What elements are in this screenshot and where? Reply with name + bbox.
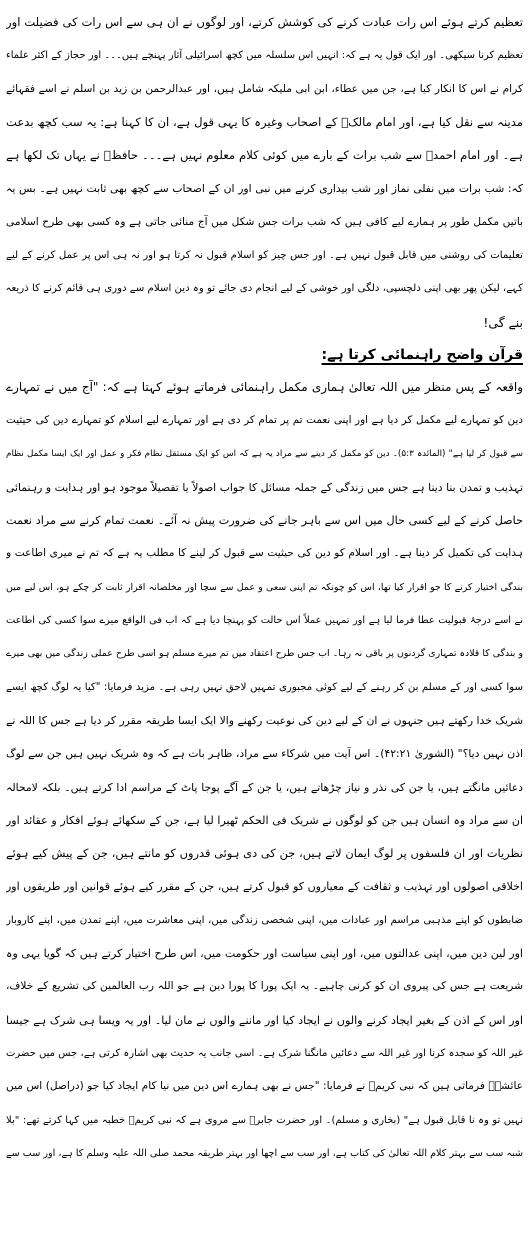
text-line: مدینہ سے نقل کیا ہے، اور امام مالکؒ کے اصحاب وغیرہ کا یہی قول ہے، ان کا کہنا ہے: یہ سب کچھ بدعت: [6, 114, 523, 129]
text-line: تعظیم کرتے ہوئے اس رات عبادت کرنے کی کوشش کرتے، اور لوگوں نے ان ہی سے اس رات کی فضیلت اور: [6, 15, 523, 29]
text-line: شریعت ہے جس کی پیروی ان کو کرنی چاہیے۔ یہ ایک پورا کا پورا دین ہے جو اللہ رب العالمین کی تشریع کے خلاف،: [6, 980, 523, 993]
text-line: ہدایت کی تکمیل کر دینا ہے۔ اور اسلام کو دین کی حیثیت سے قبول کر لینے کا مطلب یہ ہے کہ تم نے میری اطاعت و: [6, 547, 523, 560]
text-line: دین کو تمہارے لیے مکمل کر دیا ہے اور اپنی نعمت تم پر تمام کر دی ہے اور تمہارے لیے اسلام کو تمہارے دین کی حیثیت: [6, 414, 523, 427]
text-line: شریک خدا رکھتے ہیں جنہوں نے ان کے لیے دین کی نوعیت رکھنے والا ایک ایسا طریقہ مقرر کر دیا ہے جس کا اللہ نے: [6, 713, 523, 727]
text-line: و بندگی کا قلادہ تمہاری گردنوں پر باقی نہ رہا۔ اب جس طرح اعتقاد میں تم میرے مسلم ہو اسی طرح عملی زندگی میں بھی میرے: [6, 648, 523, 660]
text-line: عائشہؓ فرماتی ہیں کہ نبی کریمؐ نے فرمایا: "جس نے بھی ہمارے اس دین میں نیا کام ایجاد کیا جو (دراصل) اس میں: [6, 1080, 523, 1093]
text-line: واقعہ کے پس منظر میں اللہ تعالیٰ ہماری مکمل راہنمائی فرماتے ہوئے کہتا ہے کہ: "آج میں نے تمہارے: [6, 379, 523, 394]
text-line: سے قبول کر لیا ہے" (المائدہ ۵:۳)۔ دین کو مکمل کر دینے سے مراد یہ ہے کہ اس کو ایک مستقل نظام فکر و عمل اور ایک ایسا مکمل نظام: [6, 448, 523, 459]
text-line: نظریات اور ان فلسفوں پر لوگ ایمان لاتے ہیں، جن کی دی ہوئی قدروں کو مانتے ہیں، جن کے پیش کیے ہوئے: [6, 846, 523, 861]
text-line: ان سے مراد وہ انسان ہیں جن کو لوگوں نے شریک فی الحکم ٹھیرا لیا ہے، جن کے سکھائے ہوئے افکار و عقائد اور: [6, 813, 523, 827]
text-line: تعظیم کرنا سیکھی۔ اور ایک قول یہ ہے کہ: انہیں اس سلسلہ میں کچھ اسرائیلی آثار پہنچے ہیں۔۔۔ اور حجاز کے اکثر علماء: [6, 50, 523, 62]
text-line-last: بنے گی!: [483, 314, 523, 330]
text-line: ضابطوں کو اپنے مذہبی مراسم اور عبادات میں، اپنی شخصی زندگی میں، اپنی معاشرت میں، اپنے تمدن میں، اپنے کاروبار: [6, 914, 523, 926]
text-line: نے اسے درجۂ قبولیت عطا فرما لیا ہے اور تمہیں عملاً اس حالت کو پہنچا دیا ہے کہ اب فی الواقع میرے سوا کسی کی اطاعت: [6, 615, 523, 627]
text-line: اور اس کے اذن کے بغیر ایجاد کرنے والوں نے ایجاد کیا اور ماننے والوں نے مان لیا۔ اور یہ ویسا ہی شرک ہے جیسا: [6, 1013, 523, 1027]
text-line: تعلیمات کی روشنی میں قابل قبول نہیں ہے۔ اور جس چیز کو اسلام قبول نہ کرتا ہو اور نہ ہی اس پر عمل کرنے کے لیے: [6, 250, 523, 262]
text-line: اذن نہیں دیا؟" (الشوریٰ ۴۲:۲۱)۔ اس آیت میں شرکاء سے مراد، ظاہر بات ہے کہ وہ شریک نہیں ہیں جن سے لوگ: [6, 747, 523, 761]
paragraph-quran-guidance: [6, 371, 523, 1170]
section-heading: قرآن واضح راہنمائی کرتا ہے:: [321, 346, 523, 363]
text-line: باتیں مکمل طور پر ہمارے لیے کافی ہیں کہ شب برات جس شکل میں آج منائی جاتی ہے وہ کسی بھی طرح اسلامی: [6, 215, 523, 228]
text-line: سوا کسی اور کے مسلم بن کر رہنے کے لیے کوئی مجبوری تمہیں لاحق نہیں رہی ہے۔ مزید فرمایا: "کیا یہ لوگ کچھ ایسے: [6, 681, 523, 693]
text-line: بندگی اختیار کرنے کا جو اقرار کیا تھا، اس کو چونکہ تم اپنی سعی و عمل سے سچا اور مخلصانہ اقرار ثابت کر چکے ہو، اس لیے میں: [6, 581, 523, 593]
text-line: حاصل کرنے کے لیے کسی حال میں اس سے باہر جانے کی ضرورت پیش نہ آئے۔ نعمت تمام کرنے سے مراد نعمت: [6, 514, 523, 528]
text-line: ہے۔ اور امام احمدؒ سے شب برات کے بارے میں کوئی کلام معلوم نہیں ہے۔۔۔ حافظؒ نے یہاں تک لکھا ہے: [6, 148, 523, 163]
text-line: دعائیں مانگتے ہیں، یا جن کی نذر و نیاز چڑھاتے ہیں، یا جن کے آگے پوجا پاٹ کے مراسم ادا کرتے ہیں۔ بلکہ لامحالہ: [6, 780, 523, 794]
text-line: کرام نے اس کا انکار کیا ہے، جن میں عطاء، ابن ابی ملیکہ شامل ہیں، اور عبدالرحمن بن زید بن اسلم نے اسے فقہائے: [6, 82, 523, 95]
text-line: شبہ سب سے بہتر کلام اللہ تعالیٰ کی کتاب ہے، اور سب سے اچھا اور بہتر طریقہ محمد صلی اللہ علیہ وسلم کا ہے، اور سب سے: [6, 1147, 523, 1159]
text-line: غیر اللہ کو سجدہ کرنا اور غیر اللہ سے دعائیں مانگنا شرک ہے۔ اسی جانب یہ حدیث بھی اشارہ کرتی ہے، جس میں حضرت: [6, 1047, 523, 1059]
paragraph-shab-e-barat: [6, 6, 523, 339]
text-line: اور لین دین میں، اپنی عدالتوں میں، اور اپنی سیاست اور حکومت میں، اس طرح اختیار کرتے ہیں کہ گویا یہی وہ: [6, 947, 523, 961]
text-line: اخلاقی اصولوں اور تہذیب و ثقافت کے معیاروں کو قبول کرتے ہیں، جن کے مقرر کیے ہوئے قوانین اور طریقوں اور: [6, 880, 523, 894]
text-line: تہذیب و تمدن بنا دینا ہے جس میں زندگی کے جملہ مسائل کا جواب اصولاً یا تفصیلاً موجود ہو اور ہدایت و رہنمائی: [6, 480, 523, 494]
text-line: کہ: شب برات میں نفلی نماز اور شب بیداری کرنے میں نبی اور ان کے اصحاب سے کچھ بھی ثابت نہیں ہے۔ بس یہ: [6, 182, 523, 196]
text-line: کہے، لیکن پھر بھی اپنی دلچسپی، دلگی اور خوشی کے لیے انجام دی جائے تو وہ دین اسلام سے دوری ہی قائم کرنے کا ذریعہ: [6, 283, 523, 295]
text-line: نہیں تو وہ نا قابل قبول ہے" (بخاری و مسلم)۔ اور حضرت جابرؓ سے مروی ہے کہ نبی کریمؐ خطبہ میں کہا کرتے تھے: "بلا: [6, 1114, 523, 1126]
